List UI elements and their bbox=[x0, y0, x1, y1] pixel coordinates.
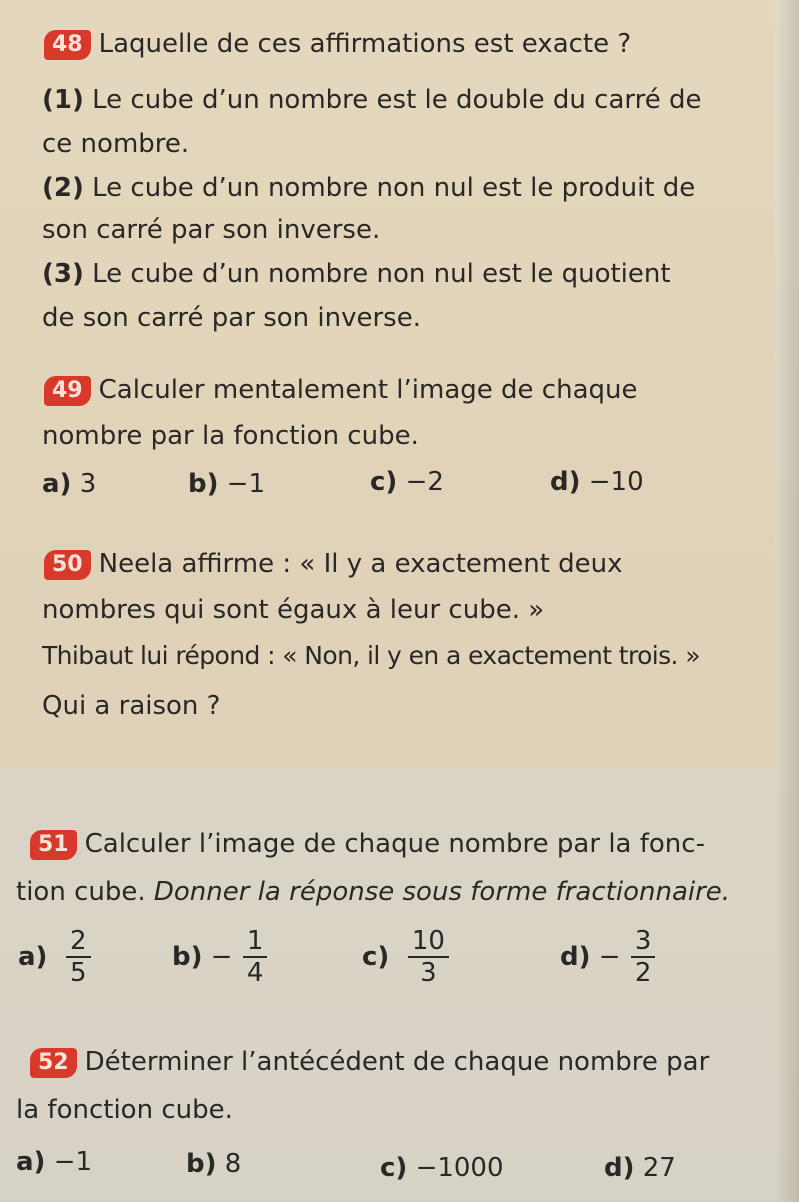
ex50-line4: Qui a raison ? bbox=[42, 691, 221, 721]
ex51-item-d-label: d) bbox=[560, 942, 591, 972]
ex51-item-a bbox=[18, 926, 91, 988]
ex50-line2: nombres qui sont égaux à leur cube. » bbox=[42, 595, 545, 625]
ex49-item-b-label: b) bbox=[188, 469, 219, 499]
ex51-item-c bbox=[362, 926, 449, 988]
ex49-item-d-value: −10 bbox=[588, 467, 644, 497]
ex51-item-b-denominator: 4 bbox=[246, 958, 264, 988]
ex52-item-c bbox=[380, 1152, 504, 1184]
ex49-item-c-label: c) bbox=[370, 467, 398, 497]
ex51-line2-b: Donner la réponse sous forme fractionnaire. bbox=[153, 877, 731, 907]
ex49-number-badge: 49 bbox=[44, 376, 91, 406]
ex49-header bbox=[44, 374, 637, 406]
ex48-s3-number: (3) bbox=[42, 259, 84, 289]
ex52-item-d bbox=[604, 1152, 676, 1184]
ex49-line2: nombre par la fonction cube. bbox=[42, 421, 419, 451]
ex48-header bbox=[44, 28, 631, 60]
ex49-item-c-value: −2 bbox=[405, 467, 444, 497]
ex52-item-d-label: d) bbox=[604, 1153, 635, 1183]
ex48-s1-number: (1) bbox=[42, 85, 84, 115]
ex50-line1: Neela affirme : « Il y a exactement deux bbox=[98, 549, 623, 579]
ex50-line3: Thibaut lui répond : « Non, il y en a exactement trois. » bbox=[42, 641, 700, 670]
ex49-item-a-label: a) bbox=[42, 469, 72, 499]
ex49-item-b bbox=[188, 468, 265, 500]
ex52-item-a-value: −1 bbox=[53, 1147, 93, 1177]
ex51-item-c-label: c) bbox=[362, 942, 390, 972]
ex48-s2-line2: son carré par son inverse. bbox=[42, 215, 381, 245]
ex52-header bbox=[30, 1046, 709, 1078]
ex52-line1: Déterminer l’antécédent de chaque nombre par bbox=[84, 1047, 710, 1077]
page-edge-shadow bbox=[775, 0, 799, 1202]
ex51-item-c-denominator: 3 bbox=[420, 958, 437, 988]
ex48-number-badge: 48 bbox=[44, 30, 91, 60]
ex51-item-c-fraction bbox=[408, 926, 449, 988]
ex51-item-d bbox=[560, 926, 655, 988]
ex49-item-d-label: d) bbox=[550, 467, 581, 497]
ex51-header bbox=[30, 828, 705, 860]
ex51-item-b-numerator: 1 bbox=[243, 926, 268, 958]
ex52-item-a bbox=[16, 1146, 92, 1178]
ex51-item-d-sign: − bbox=[598, 942, 621, 972]
ex52-item-d-value: 27 bbox=[642, 1153, 676, 1183]
ex51-item-b-sign: − bbox=[210, 942, 233, 972]
ex52-item-b-label: b) bbox=[186, 1149, 217, 1179]
ex52-item-c-value: −1000 bbox=[415, 1153, 504, 1183]
ex48-s1-line1: Le cube d’un nombre est le double du carré de bbox=[92, 85, 702, 115]
ex51-number-badge: 51 bbox=[30, 830, 77, 860]
ex48-s1-line2: ce nombre. bbox=[42, 129, 190, 159]
ex49-item-b-value: −1 bbox=[226, 469, 266, 499]
ex48-s3-line2: de son carré par son inverse. bbox=[42, 303, 421, 333]
ex49-item-a bbox=[42, 468, 96, 500]
ex52-item-a-label: a) bbox=[16, 1147, 46, 1177]
ex52-item-c-label: c) bbox=[380, 1153, 408, 1183]
ex48-statement-3 bbox=[42, 258, 671, 290]
ex50-header bbox=[44, 548, 623, 580]
ex49-item-a-value: 3 bbox=[79, 469, 97, 499]
ex49-item-c bbox=[370, 466, 444, 498]
ex49-line1: Calculer mentalement l’image de chaque bbox=[98, 375, 638, 405]
ex48-statement-1 bbox=[42, 84, 702, 116]
ex51-item-b-fraction bbox=[243, 926, 268, 988]
ex51-item-a-label: a) bbox=[18, 942, 48, 972]
ex51-item-d-fraction bbox=[631, 926, 656, 988]
ex52-line2: la fonction cube. bbox=[16, 1095, 233, 1125]
ex48-statement-2 bbox=[42, 172, 695, 204]
ex51-item-a-fraction bbox=[66, 926, 91, 988]
ex51-item-a-denominator: 5 bbox=[69, 958, 87, 988]
ex51-line2-a: tion cube. bbox=[16, 877, 146, 907]
ex51-item-d-denominator: 2 bbox=[634, 958, 652, 988]
ex51-item-b bbox=[172, 926, 267, 988]
ex48-question: Laquelle de ces affirmations est exacte ? bbox=[98, 29, 632, 59]
ex52-number-badge: 52 bbox=[30, 1048, 77, 1078]
ex50-number-badge: 50 bbox=[44, 550, 91, 580]
ex48-s2-number: (2) bbox=[42, 173, 84, 203]
ex51-item-d-numerator: 3 bbox=[631, 926, 656, 958]
ex51-line2 bbox=[16, 876, 730, 908]
ex51-line1: Calculer l’image de chaque nombre par la fonc- bbox=[84, 829, 705, 859]
ex48-s2-line1: Le cube d’un nombre non nul est le produit de bbox=[92, 173, 696, 203]
ex49-item-d bbox=[550, 466, 644, 498]
ex51-item-a-numerator: 2 bbox=[66, 926, 91, 958]
ex51-item-b-label: b) bbox=[172, 942, 203, 972]
ex48-s3-line1: Le cube d’un nombre non nul est le quotient bbox=[92, 259, 671, 289]
ex51-item-c-numerator: 10 bbox=[408, 926, 449, 958]
ex52-item-b-value: 8 bbox=[224, 1149, 242, 1179]
ex52-item-b bbox=[186, 1148, 241, 1180]
